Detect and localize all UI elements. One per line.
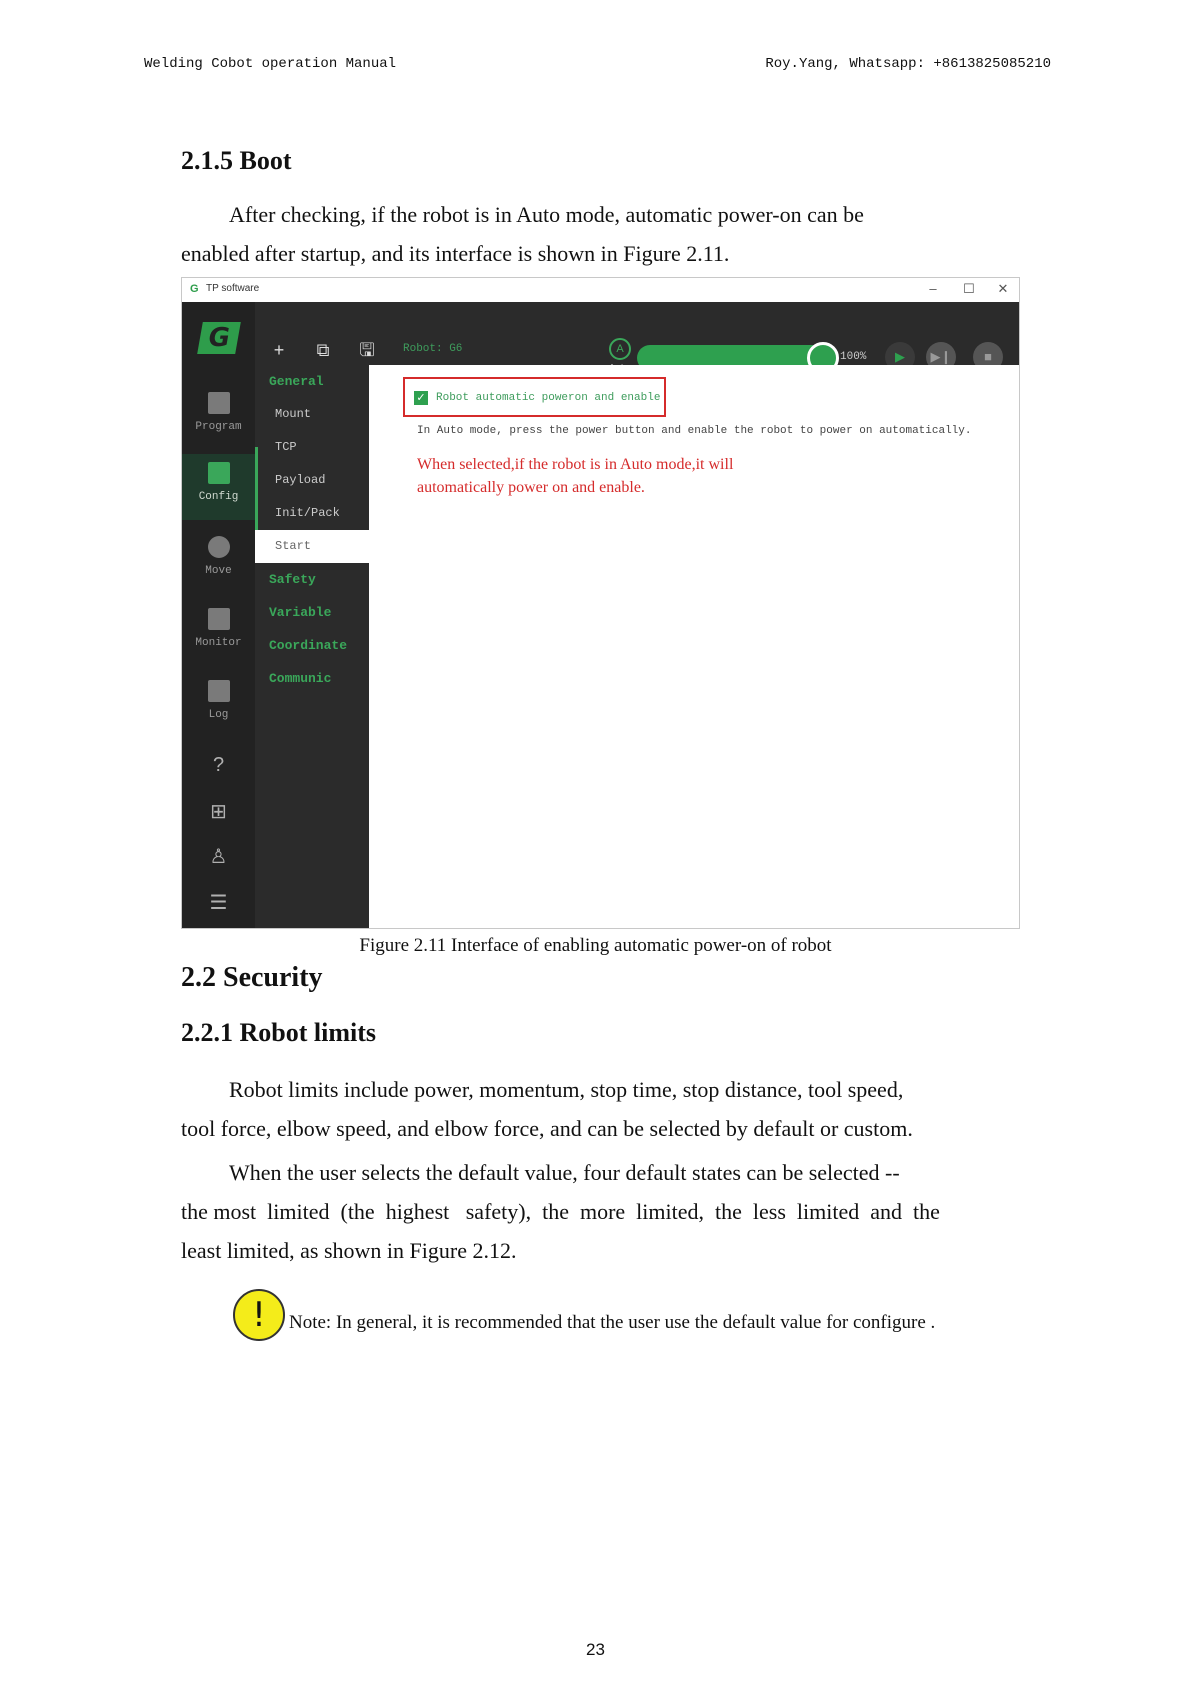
submenu-safety[interactable]: Safety — [269, 572, 316, 587]
window-titlebar — [182, 278, 1019, 303]
open-file-icon: ⧉ — [316, 340, 330, 360]
move-icon — [208, 536, 230, 558]
auto-poweron-label: Robot automatic poweron and enable — [436, 392, 661, 404]
program-icon — [208, 392, 230, 414]
boot-para-line1: After checking, if the robot is in Auto mode, automatic power-on can be — [229, 202, 864, 227]
plus-icon: + — [273, 340, 285, 360]
annotation-text: When selected,if the robot is in Auto mode,it will automatically power on and enable. — [417, 456, 734, 496]
stop-icon: ■ — [984, 349, 992, 364]
window-title: TP software — [206, 283, 260, 294]
play-icon: ▶ — [895, 349, 905, 364]
submenu-tcp[interactable]: TCP — [275, 440, 297, 454]
auto-poweron-description: In Auto mode, press the power button and enable the robot to power on automatically. — [417, 425, 972, 437]
nav-item-program[interactable]: Program — [182, 384, 255, 450]
monitor-icon — [208, 608, 230, 630]
app-logo-icon: G — [190, 283, 199, 295]
section-heading-security: 2.2 Security — [181, 962, 323, 993]
submenu-start[interactable]: Start — [255, 530, 369, 563]
robot-limits-paragraph-2: When the user selects the default value, four default states can be selected -- the most limited (the highest safety), the more limited, the less limited and the least limited, as shown in Figure 2.12. — [181, 1160, 940, 1263]
app-toolbar — [182, 302, 1019, 365]
config-submenu — [255, 365, 369, 928]
speed-value: 100% — [840, 351, 867, 363]
nav-item-config[interactable]: Config — [182, 454, 255, 520]
minimize-button[interactable]: – — [929, 281, 937, 296]
user-icon[interactable]: ♙ — [209, 846, 228, 868]
submenu-init-pack[interactable]: Init/Pack — [275, 506, 340, 520]
g-logo-icon: G — [197, 322, 241, 354]
figure-caption: Figure 2.11 Interface of enabling automatic power-on of robot — [359, 935, 832, 956]
start-settings-panel — [369, 365, 1019, 928]
highlight-box — [403, 377, 666, 417]
menu-icon[interactable]: ☰ — [209, 892, 228, 914]
robot-limits-paragraph-1: Robot limits include power, momentum, stop time, stop distance, tool speed, tool force, elbow speed, and elbow force, and can be selected by default or custom. — [181, 1077, 913, 1141]
log-icon — [208, 680, 230, 702]
step-icon: ▶❙ — [930, 349, 952, 364]
running-header-contact: Roy.Yang, Whatsapp: +8613825085210 — [765, 56, 1051, 72]
warning-exclamation-icon: ! — [233, 1289, 285, 1341]
robot-name: Robot: G6 — [403, 343, 463, 355]
submenu-mount[interactable]: Mount — [275, 407, 312, 421]
note-text: Note: In general, it is recommended that the user use the default value for configure . — [289, 1312, 936, 1333]
left-nav — [182, 302, 255, 928]
submenu-payload[interactable]: Payload — [275, 473, 326, 487]
nav-item-move[interactable]: Move — [182, 528, 255, 594]
boot-para-line2: enabled after startup, and its interface is shown in Figure 2.11. — [181, 241, 730, 266]
boot-paragraph — [181, 195, 1003, 273]
nav-item-monitor[interactable]: Monitor — [182, 600, 255, 666]
section-heading-boot: 2.1.5 Boot — [181, 146, 292, 175]
section-heading-robot-limits: 2.2.1 Robot limits — [181, 1018, 376, 1047]
submenu-coordinate[interactable]: Coordinate — [269, 638, 348, 653]
close-button[interactable]: ✕ — [997, 281, 1009, 296]
submenu-general[interactable]: General — [269, 374, 324, 389]
config-icon — [208, 462, 230, 484]
submenu-communic[interactable]: Communic — [269, 671, 332, 686]
submenu-variable[interactable]: Variable — [269, 605, 332, 620]
running-header-title: Welding Cobot operation Manual — [144, 56, 397, 72]
auto-mode-icon: A — [609, 338, 631, 360]
maximize-button[interactable]: ☐ — [963, 281, 975, 296]
help-icon[interactable]: ? — [212, 754, 225, 776]
auto-poweron-checkbox[interactable]: ✓ — [414, 391, 428, 405]
save-icon: 🖫 — [359, 340, 375, 360]
nav-item-log[interactable]: Log — [182, 672, 255, 738]
page-number: 23 — [586, 1640, 605, 1659]
figure-screenshot — [181, 277, 1020, 929]
apps-icon[interactable]: ⊞ — [210, 801, 227, 823]
